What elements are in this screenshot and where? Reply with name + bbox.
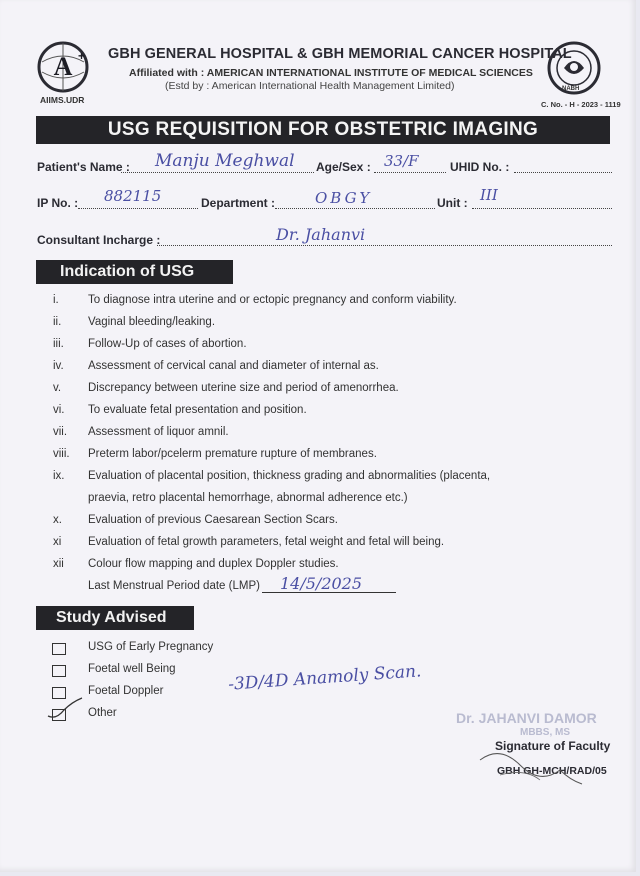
patient-name-label: Patient's Name :	[37, 160, 130, 174]
indication-num: x.	[53, 514, 62, 526]
indication-num: ix.	[53, 470, 65, 482]
signature-scribble-icon	[470, 740, 590, 790]
form-code: GBH GH-MCH/RAD/05	[497, 765, 607, 777]
study-heading: Study Advised	[36, 606, 194, 630]
age-sex-line	[374, 172, 446, 173]
indication-text: Vaginal bleeding/leaking.	[88, 316, 216, 328]
uhid-label: UHID No. :	[450, 160, 510, 174]
doctor-stamp-name: Dr. JAHANVI DAMOR	[456, 710, 597, 726]
patient-name-line	[121, 172, 314, 173]
unit-value[interactable]: III	[480, 186, 498, 204]
unit-label: Unit :	[437, 196, 468, 210]
patient-name-value[interactable]: Manju Meghwal	[155, 151, 295, 171]
indication-num: ii.	[53, 316, 62, 328]
indication-num: iii.	[53, 338, 64, 350]
indication-text: Preterm labor/pcelerm premature rupture of membranes.	[88, 448, 377, 460]
indication-text: Follow-Up of cases of abortion.	[88, 338, 247, 350]
department-value[interactable]: OBGY	[315, 189, 373, 207]
indication-num: i.	[53, 294, 59, 306]
age-sex-label: Age/Sex :	[316, 160, 371, 174]
signature-label: Signature of Faculty	[495, 739, 611, 753]
indication-text: To evaluate fetal presentation and position.	[88, 404, 307, 416]
indication-text: Evaluation of previous Caesarean Section Scars.	[88, 514, 338, 526]
study-checkbox[interactable]	[52, 665, 66, 677]
study-option-label: Foetal Doppler	[88, 685, 164, 697]
age-sex-value[interactable]: 33/F	[384, 152, 419, 170]
indication-text: Assessment of cervical canal and diameter of internal as.	[88, 360, 379, 372]
indication-num: v.	[53, 382, 62, 394]
indication-text: Evaluation of placental position, thickness grading and abnormalities (placenta,	[88, 470, 491, 482]
indication-text-continued: praevia, retro placental hemorrhage, abnormal adherence etc.)	[88, 492, 408, 504]
indication-heading: Indication of USG	[36, 260, 233, 284]
indication-num: vii.	[53, 426, 68, 438]
checkmark-icon	[44, 696, 84, 722]
ip-line	[78, 208, 198, 209]
right-logo-text: NABH	[562, 86, 580, 92]
form-title: USG REQUISITION FOR OBSTETRIC IMAGING	[36, 116, 610, 144]
study-checkbox[interactable]	[52, 643, 66, 655]
svg-text:A: A	[53, 52, 73, 81]
left-logo-text: AIIMS.UDR	[40, 95, 85, 105]
aiims-logo-icon	[36, 40, 90, 94]
indication-text: Discrepancy between uterine size and period of amenorrhea.	[88, 382, 399, 394]
indication-text: Evaluation of fetal growth parameters, fetal weight and fetal will being.	[88, 536, 445, 548]
affiliation-text: Affiliated with : AMERICAN INTERNATIONAL INSTITUTE OF MEDICAL SCIENCES	[129, 67, 533, 79]
ip-label: IP No. :	[37, 196, 79, 210]
consultant-value[interactable]: Dr. Jahanvi	[276, 225, 366, 244]
study-option-label: Other	[88, 707, 117, 719]
indication-num: vi.	[53, 404, 65, 416]
indication-num: iv.	[53, 360, 64, 372]
department-label: Department :	[201, 196, 276, 210]
study-option-label: Foetal well Being	[88, 663, 176, 675]
ip-value[interactable]: 882115	[104, 187, 162, 205]
svg-text:+: +	[78, 49, 86, 63]
department-line	[275, 208, 435, 209]
indication-num: xii	[53, 558, 64, 570]
study-option-label: USG of Early Pregnancy	[88, 641, 214, 653]
unit-line	[472, 208, 612, 209]
indication-num: viii.	[53, 448, 70, 460]
consultant-label: Consultant Incharge :	[37, 233, 161, 247]
lmp-value[interactable]: 14/5/2025	[280, 574, 363, 593]
indication-num: xi	[53, 536, 62, 548]
handwritten-study-note: -3D/4D Anamoly Scan.	[227, 661, 423, 695]
doctor-stamp-degree: MBBS, MS	[520, 727, 570, 738]
hospital-name: GBH GENERAL HOSPITAL & GBH MEMORIAL CANCER HOSPITAL	[108, 46, 572, 62]
established-text: (Estd by : American International Health Management Limited)	[165, 80, 455, 92]
indication-text: To diagnose intra uterine and or ectopic pregnancy and conform viability.	[88, 294, 457, 306]
certificate-number: C. No. - H - 2023 - 1119	[541, 100, 621, 109]
indication-text: Colour flow mapping and duplex Doppler studies.	[88, 558, 339, 570]
consultant-line	[157, 245, 612, 246]
indication-text: Assessment of liquor amnil.	[88, 426, 229, 438]
lmp-label: Last Menstrual Period date (LMP)	[88, 580, 260, 592]
uhid-line[interactable]	[514, 172, 612, 173]
